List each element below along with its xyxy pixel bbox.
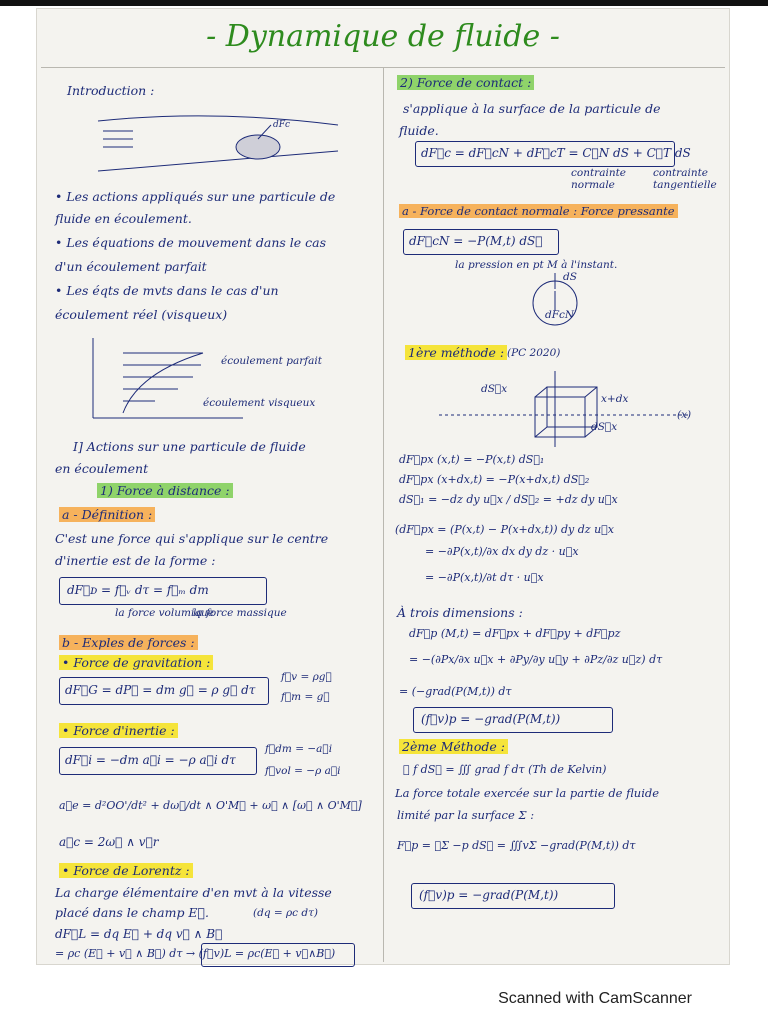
lorentz-formula-1: dF⃗L = dq E⃗ + dq v⃗ ∧ B⃗ [55, 927, 223, 941]
gravity-heading: • Force de gravitation : [59, 655, 213, 670]
examples-heading: b - Exples de forces : [59, 635, 198, 650]
top-edge-bar [0, 0, 768, 6]
scanner-watermark: Scanned with CamScanner [498, 990, 692, 1007]
page-title: - Dynamique de fluide - [206, 19, 560, 54]
contact-line-1: s'applique à la surface de la particule de [403, 101, 661, 116]
eq-line-1: dF⃗px (x,t) = −P(x,t) dS⃗₁ [399, 453, 545, 466]
inertia-formula: dF⃗i = −dm a⃗i = −ρ a⃗i dτ [65, 753, 236, 767]
total-force-formula: F⃗p = ∯Σ −p dS⃗ = ∭vΣ −grad(P(M,t)) dτ [397, 839, 636, 852]
eq3-line-1: dF⃗p (M,t) = dF⃗px + dF⃗py + dF⃗pz [409, 627, 621, 640]
bullet-line-4: d'un écoulement parfait [55, 259, 207, 274]
bullet-line-1: • Les actions appliqués sur une particule de [55, 189, 336, 204]
contact-note-1: contrainte [571, 167, 627, 179]
fig1-label: dFc [273, 120, 291, 130]
eq-line-3: dS⃗₁ = −dz dy u⃗x / dS⃗₂ = +dz dy u⃗x [399, 493, 618, 506]
normal-formula: dF⃗cN = −P(M,t) dS⃗ [409, 234, 543, 248]
def-formula: dF⃗ᴅ = f⃗ᵥ dτ = f⃗ₘ dm [67, 583, 209, 597]
normal-note: la pression en pt M à l'instant. [455, 259, 618, 271]
method2-heading: 2ème Méthode : [399, 739, 508, 754]
bullet-line-2: fluide en écoulement. [55, 211, 192, 226]
inertia-heading: • Force d'inertie : [59, 723, 178, 738]
normal-heading: a - Force de contact normale : Force pressante [399, 205, 678, 219]
contact-note-2b: tangentielle [653, 179, 717, 191]
three-dim-heading: À trois dimensions : [397, 605, 523, 620]
method1-heading: 1ère méthode : [405, 345, 507, 360]
sub1-heading: 1) Force à distance : [97, 483, 233, 498]
method2-line-2: limité par la surface Σ : [397, 808, 535, 822]
def-line-2: d'inertie est de la forme : [55, 553, 216, 568]
lorentz-heading: • Force de Lorentz : [59, 863, 193, 878]
method2-line-1: La force totale exercée sur la partie de fluide [395, 786, 660, 800]
result1-formula: (f⃗v)p = −grad(P(M,t)) [421, 712, 561, 726]
lorentz-line-3: (dq = ρc dτ) [253, 907, 319, 919]
kelvin-formula: ∯ f dS⃗ = ∭ grad f dτ (Th de Kelvin) [403, 763, 607, 776]
def-heading: a - Définition : [59, 507, 155, 522]
method1-ref: (PC 2020) [507, 347, 561, 359]
fig4-label-b: x+dx [601, 393, 629, 405]
section1-heading-cont: en écoulement [55, 461, 149, 476]
fig4-label-a: dS⃗x [481, 383, 508, 395]
contact-heading: 2) Force de contact : [397, 75, 534, 90]
section1-heading: I] Actions sur une particule de fluide [73, 439, 306, 454]
fig4-label-c: dS⃗x [591, 421, 618, 433]
eq-line-6: = −∂P(x,t)/∂t dτ · u⃗x [425, 571, 544, 584]
eq-line-4: (dF⃗px = (P(x,t) − P(x+dx,t)) dy dz u⃗x [395, 523, 614, 536]
def-note-massique: la force massique [193, 607, 287, 619]
eq-line-2: dF⃗px (x+dx,t) = −P(x+dx,t) dS⃗₂ [399, 473, 590, 486]
inertia-side-2: f⃗vol = −ρ a⃗i [265, 765, 341, 777]
result2-formula: (f⃗v)p = −grad(P(M,t)) [419, 888, 559, 902]
contact-note-2: contrainte [653, 167, 709, 179]
notes-page [36, 8, 730, 965]
fig4-label-d: (x) [677, 409, 692, 421]
contact-note-1b: normale [571, 179, 615, 191]
bullet-line-6: écoulement réel (visqueux) [55, 307, 228, 322]
contact-formula: dF⃗c = dF⃗cN + dF⃗cT = C⃗N dS + C⃗T dS [421, 146, 691, 160]
gravity-side-1: f⃗v = ρg⃗ [281, 671, 332, 683]
ae-formula: a⃗e = d²OO'/dt² + dω⃗/dt ∧ O'M⃗ + ω⃗ ∧ [ω⃗ ∧ O'M⃗] [59, 799, 362, 812]
particle-flow-figure [93, 109, 343, 181]
lorentz-formula-2: = ρc (E⃗ + v⃗ ∧ B⃗) dτ → (f⃗v)L = ρc(E⃗ + v⃗∧B⃗) [55, 947, 336, 960]
lorentz-line-1: La charge élémentaire d'en mvt à la vitesse [55, 885, 332, 900]
eq3-line-2: = −(∂Px/∂x u⃗x + ∂Py/∂y u⃗y + ∂Pz/∂z u⃗z) dτ [409, 653, 663, 666]
bullet-line-5: • Les éqts de mvts dans le cas d'un [55, 283, 279, 298]
gravity-side-2: f⃗m = g⃗ [281, 691, 330, 703]
contact-line-2: fluide. [399, 123, 439, 138]
eq3-line-3: = (−grad(P(M,t)) dτ [399, 685, 512, 698]
def-note-volumique: la force volumique [115, 607, 215, 619]
ac-formula: a⃗c = 2ω⃗ ∧ v⃗r [59, 835, 159, 849]
intro-heading: Introduction : [67, 83, 155, 98]
gravity-formula: dF⃗G = dP⃗ = dm g⃗ = ρ g⃗ dτ [65, 683, 256, 697]
bullet-line-3: • Les équations de mouvement dans le cas [55, 235, 327, 250]
pressure-cube-figure [435, 367, 695, 449]
fig3-label-top: dS [563, 271, 577, 283]
fig3-label-bottom: dFcN [545, 309, 575, 321]
lorentz-line-2: placé dans le champ E⃗. [55, 905, 210, 920]
column-divider [383, 67, 384, 962]
inertia-side-1: f⃗dm = −a⃗i [265, 743, 333, 755]
def-line-1: C'est une force qui s'applique sur le centre [55, 531, 329, 546]
fig2-label-bottom: écoulement visqueux [203, 397, 316, 409]
fig2-label-top: écoulement parfait [221, 355, 322, 367]
eq-line-5: = −∂P(x,t)/∂x dx dy dz · u⃗x [425, 545, 579, 558]
